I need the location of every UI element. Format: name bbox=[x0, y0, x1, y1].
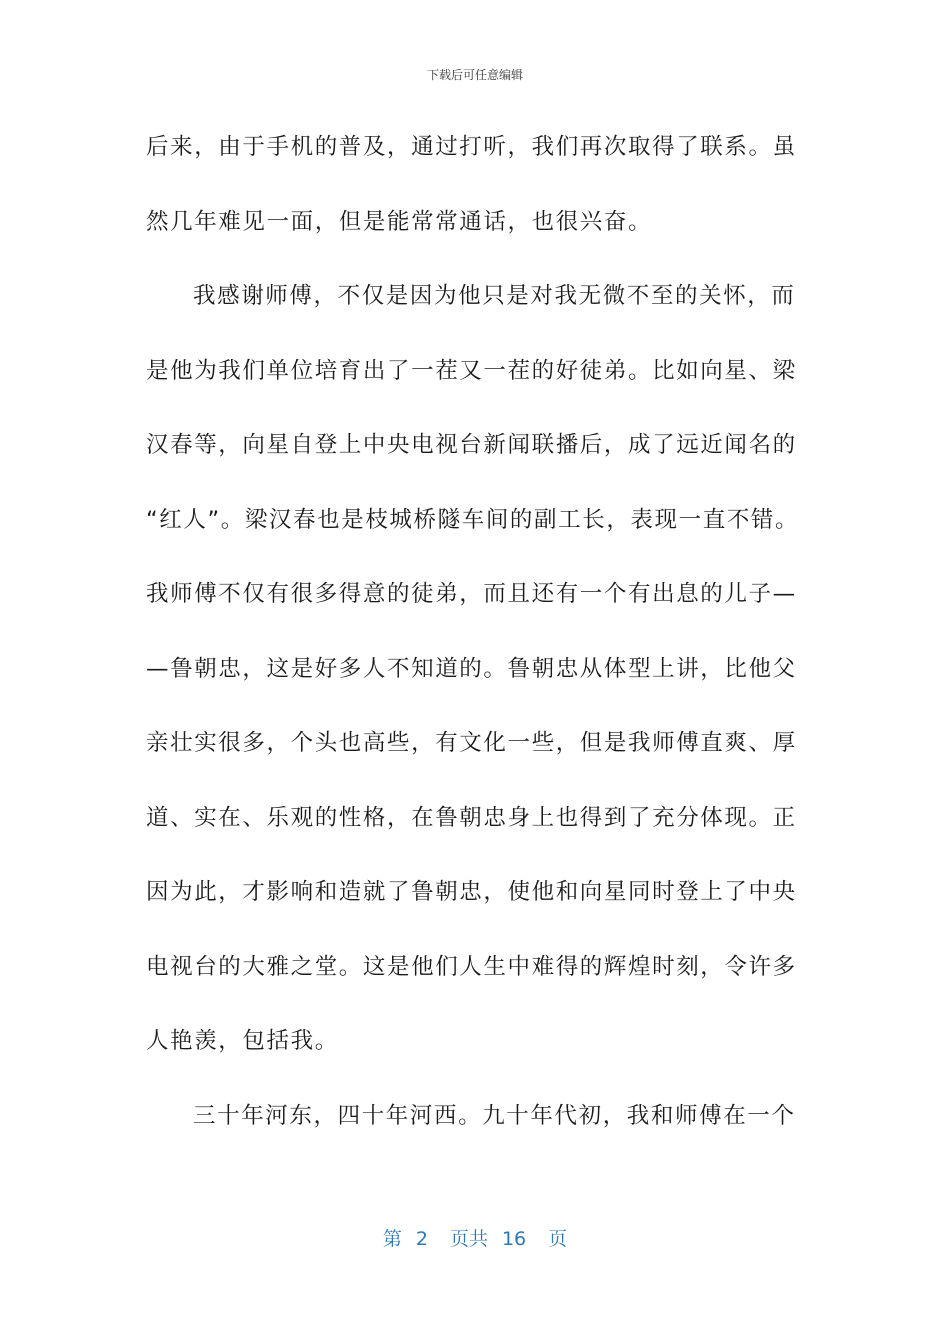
text-line: 我感谢师傅，不仅是因为他只是对我无微不至的关怀，而 bbox=[193, 283, 796, 309]
text-line: 道、实在、乐观的性格，在鲁朝忠身上也得到了充分体现。正 bbox=[146, 804, 797, 831]
text-line: 亲壮实很多，个头也高些，有文化一些，但是我师傅直爽、厚 bbox=[146, 730, 797, 756]
footer-page-number: 2 bbox=[415, 1228, 428, 1250]
text-line: 三十年河东，四十年河西。九十年代初，我和师傅在一个 bbox=[193, 1102, 796, 1129]
text-line: 人艳羡，包括我。 bbox=[146, 1028, 339, 1054]
document-body bbox=[146, 127, 806, 1170]
footer-prefix: 第 bbox=[382, 1228, 402, 1250]
header-note: 下载后可任意编辑 bbox=[426, 68, 523, 82]
text-line: 因为此，才影响和造就了鲁朝忠，使他和向星同时登上了中央 bbox=[146, 879, 797, 905]
text-line: 我师傅不仅有很多得意的徒弟，而且还有一个有出息的儿子— bbox=[146, 581, 797, 607]
text-line: 汉春等，向星自登上中央电视台新闻联播后，成了远近闻名的 bbox=[146, 432, 797, 458]
text-line: 电视台的大雅之堂。这是他们人生中难得的辉煌时刻，令许多 bbox=[146, 953, 797, 980]
text-line: —鲁朝忠，这是好多人不知道的。鲁朝忠从体型上讲，比他父 bbox=[146, 655, 797, 682]
text-line: 是他为我们单位培育出了一茬又一茬的好徒弟。比如向星、梁 bbox=[146, 357, 797, 384]
text-line: “红人”。梁汉春也是枝城桥隧车间的副工长，表现一直不错。 bbox=[146, 506, 800, 533]
text-line: 然几年难见一面，但是能常常通话，也很兴奋。 bbox=[146, 208, 653, 235]
footer-middle: 页共 bbox=[449, 1228, 488, 1250]
footer-total-pages: 16 bbox=[501, 1228, 527, 1250]
page-footer bbox=[0, 1224, 950, 1251]
text-line: 后来，由于手机的普及，通过打听，我们再次取得了联系。虽 bbox=[146, 134, 797, 160]
footer-suffix: 页 bbox=[548, 1228, 568, 1250]
